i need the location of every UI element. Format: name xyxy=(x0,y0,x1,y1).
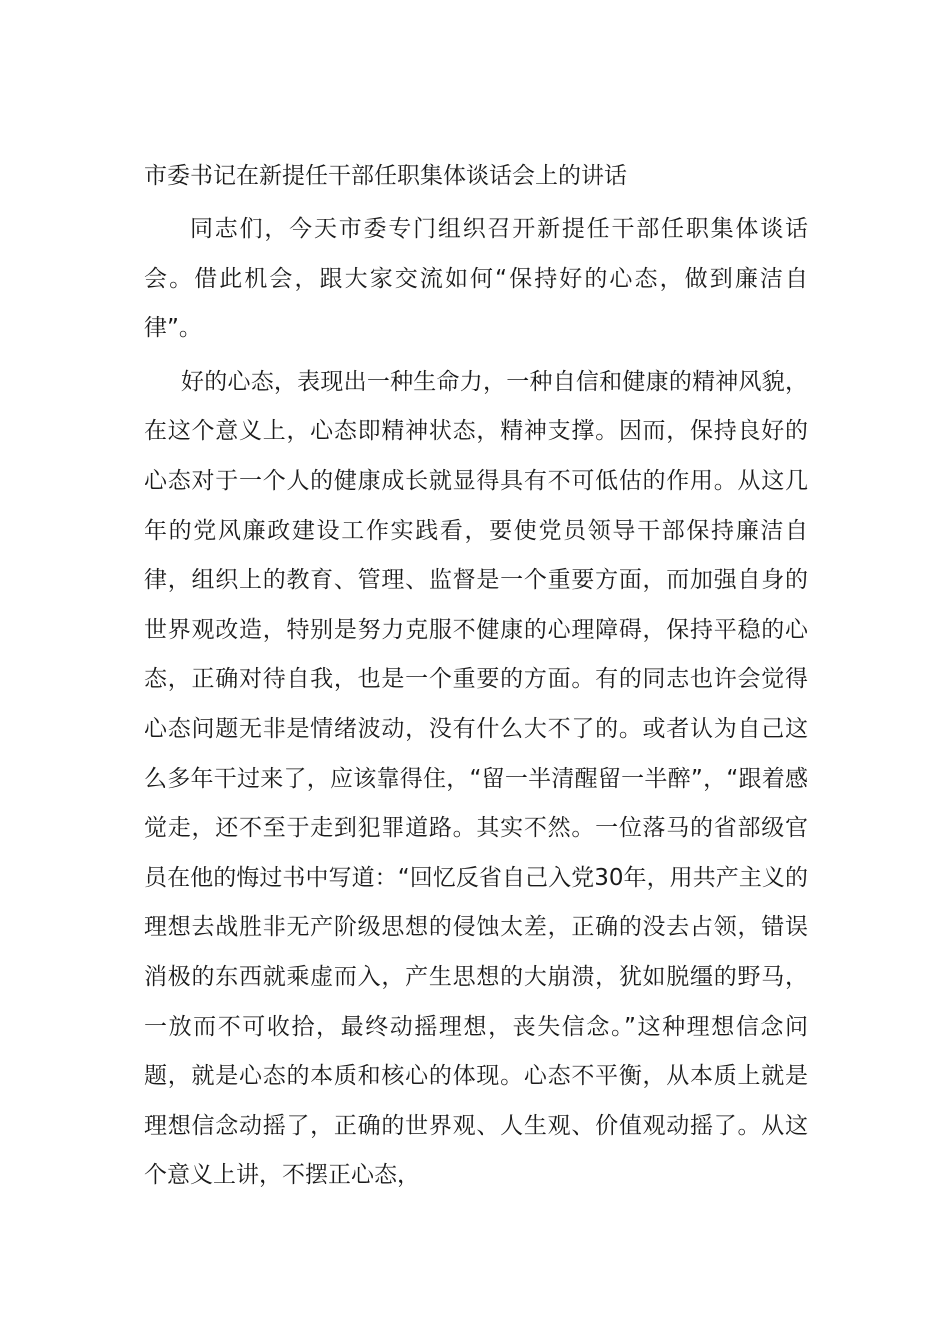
document-body xyxy=(144,154,808,1205)
paragraph-mindset: 好的心态，表现出一种生命力，一种自信和健康的精神风貌，在这个意义上，心态即精神状态，精神支撑。因而，保持良好的心态对于一个人的健康成长就显得具有不可低估的作用。从这几年的党风廉政建设工作实践看，要使党员领导干部保持廉洁自律，组织上的教育、管理、监督是一个重要方面，而加强自身的世界观改造，特别是努力克服不健康的心理障碍，保持平稳的心态，正确对待自我，也是一个重要的方面。有的同志也许会觉得心态问题无非是情绪波动，没有什么大不了的。或者认为自己这么多年干过来了，应该靠得住，“留一半清醒留一半醉”，“跟着感觉走，还不至于走到犯罪道路。其实不然。一位落马的省部级官员在他的悔过书中写道：“回忆反省自己入党30年，用共产主义的理想去战胜非无产阶级思想的侵蚀太差，正确的没去占领，错误消极的东西就乘虚而入，产生思想的大崩溃，犹如脱缰的野马，一放而不可收拾，最终动摇理想，丧失信念。”这种理想信念问题，就是心态的本质和核心的体现。心态不平衡，从本质上就是理想信念动摇了，正确的世界观、人生观、价值观动摇了。从这个意义上讲，不摆正心态， xyxy=(144,368,808,1189)
document-title: 市委书记在新提任干部任职集体谈话会上的讲话 xyxy=(144,163,627,189)
paragraph-opening: 同志们，今天市委专门组织召开新提任干部任职集体谈话会。借此机会，跟大家交流如何“保持好的心态，做到廉洁自律”。 xyxy=(144,216,808,342)
